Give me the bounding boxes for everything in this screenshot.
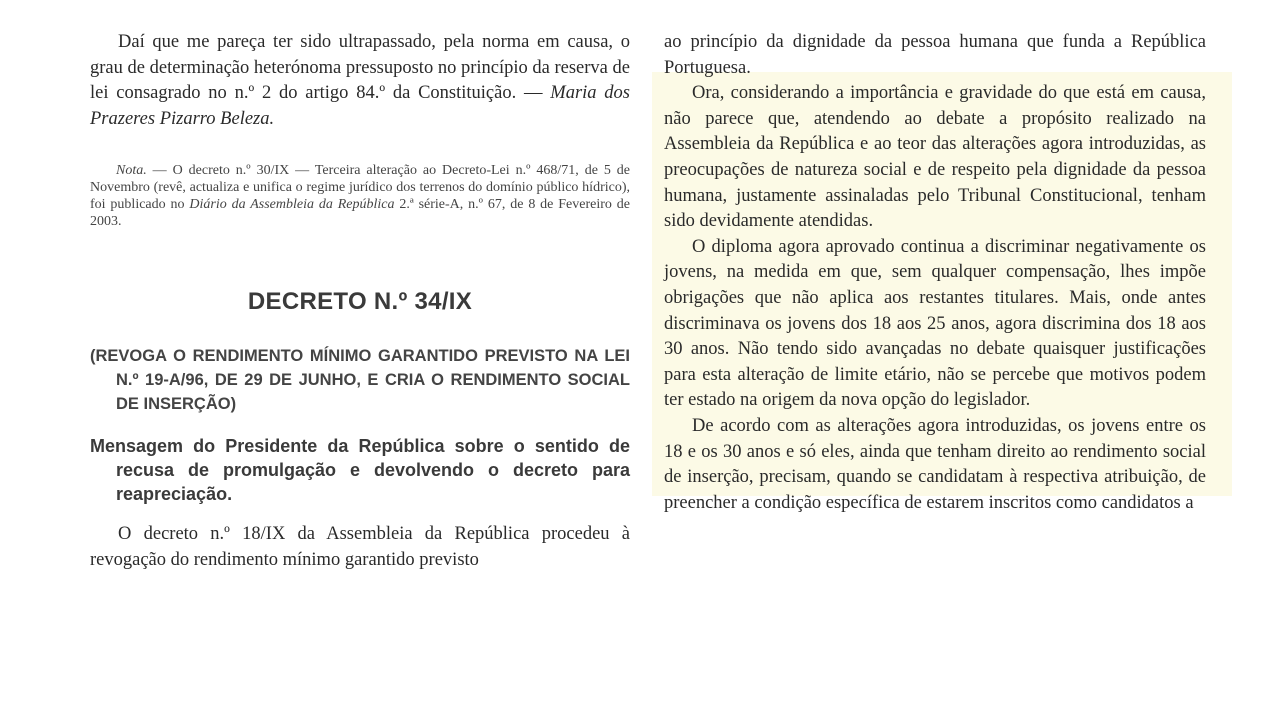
right-paragraph-4: De acordo com as alterações agora introduzidas, os jovens entre os 18 e os 30 anos e só eles, ainda que tenham direito ao rendimento social de inserção, precisam, quando se candidatam à respectiva atribuição, de preencher a condição específica de estarem inscritos como candidatos a xyxy=(664,415,1206,513)
left-paragraph-2: O decreto n.º 18/IX da Assembleia da República procedeu à revogação do rendimento mínimo garantido previsto xyxy=(90,524,630,570)
left-paragraph-1-text: Daí que me pareça ter sido ultrapassado, pela norma em causa, o grau de determinação heterónoma pressuposto no princípio da reserva de lei consagrado no n.º 2 do artigo 84.º da Constituição. — xyxy=(90,32,630,104)
note-journal: Diário da Assembleia da República xyxy=(189,197,395,213)
note-text-a: — O decreto n.º 30/IX — Terceira alteração ao Decreto-Lei n.º 468/71, de 5 de Novembro (revê, actualiza e unifica o regime jurídico dos terrenos do domínio público hídrico), foi publicado no xyxy=(90,163,630,213)
note-paragraph xyxy=(90,162,630,230)
message-heading: Mensagem do Presidente da República sobre o sentido de recusa de promulgação e devolvendo o decreto para reapreciação. xyxy=(90,436,630,505)
left-paragraph-1 xyxy=(90,30,630,132)
author-signature: Maria dos Prazeres Pizarro Beleza. xyxy=(90,83,631,129)
note-text-b: 2.ª série-A, n.º 67, de 8 de Fevereiro de 2003. xyxy=(90,197,630,230)
right-paragraph-1: ao princípio da dignidade da pessoa humana que funda a República Portuguesa. xyxy=(664,32,1206,78)
right-column xyxy=(664,30,1206,516)
decree-title: DECRETO N.º 34/IX xyxy=(247,288,473,316)
right-paragraph-2: Ora, considerando a importância e gravidade do que está em causa, não parece que, atendendo ao debate a propósito realizado na Assembleia da República e ao teor das alterações agora introduzidas, as preocupações de natureza social e de respeito pela dignidade da pessoa humana, justamente assinaladas pelo Tribunal Constitucional, tenham sido devidamente atendidas. xyxy=(664,83,1206,232)
right-paragraph-3: O diploma agora aprovado continua a discriminar negativamente os jovens, na medida em que, sem qualquer compensação, lhes impõe obrigações que não aplica aos restantes titulares. Mais, onde antes discriminava os jovens dos 18 aos 25 anos, agora discrimina dos 18 aos 30 anos. Não tendo sido avançadas no debate quaisquer justificações para esta alteração de limite etário, não se percebe que motivos podem ter estado na origem da nova opção do legislador. xyxy=(664,236,1206,411)
left-column xyxy=(90,30,630,574)
note-label: Nota. xyxy=(116,163,147,179)
decree-subtitle: (REVOGA O RENDIMENTO MÍNIMO GARANTIDO PREVISTO NA LEI N.º 19-A/96, DE 29 DE JUNHO, E CRIA O RENDIMENTO SOCIAL DE INSERÇÃO) xyxy=(90,347,630,414)
